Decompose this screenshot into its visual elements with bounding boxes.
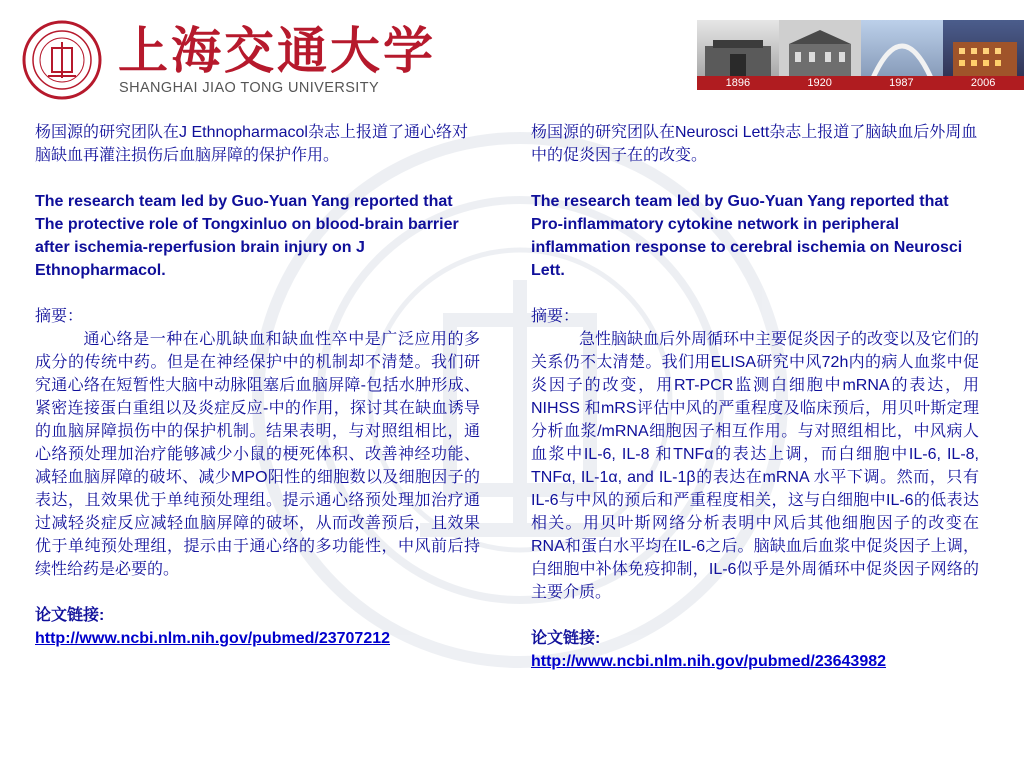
year-label: 1896 [725,77,751,89]
header [0,0,1024,108]
abstract-body [35,328,480,581]
year-label: 1920 [807,77,832,89]
abstract-label: 摘要： [531,308,580,325]
year-timeline [697,76,1024,90]
pubmed-link[interactable]: http://www.ncbi.nlm.nih.gov/pubmed/23707212 [35,630,391,647]
abstract-text: 急性脑缺血后外周循环中主要促炎因子的改变以及它们的关系仍不太清楚。我们用ELISA研究中风72h内的病人血浆中促炎因子的改变，用RT-PCR监测白细胞中mRNA的表达，用NIHSS 和mRS评估中风的严重程度及临床预后，用贝叶斯定理分析血浆/mRNA细胞因子相互作用。与对照组相比，中风病人血浆中IL-6, IL-8 和TNFα的表达上调，而白细胞中IL-6, IL-8, TNFα, IL-1α, and IL-1β的表达在mRNA 水平下调。然而，只有IL-6与中风的预后和严重程度相关，这与白细胞中IL-6的低表达相关。用贝叶斯网络分析表明中风后其他细胞因子的改变在RNA和蛋白水平均在IL-6之后。脑缺血后血浆中促炎因子上调，白细胞中补体免疫抑制，IL-6似乎是外周循环中促炎因子网络的主要介质。 [531,331,980,601]
year-label: 2006 [970,77,996,89]
university-seal-icon [22,20,102,100]
abstract-body [531,328,979,604]
abstract-label: 摘要： [35,308,84,325]
year-label: 1987 [889,77,914,89]
article-title-en: The research team led by Guo-Yuan Yang reported that Pro-inflammatory cytokine network in peripheral inflammation response to cerebral ischemia on Neurosci Lett. [531,193,963,279]
university-name-cn: 上海交通大学 [118,21,436,80]
right-article [531,121,979,673]
link-label: 论文链接: [531,630,601,647]
left-article [35,121,480,650]
article-title-cn: 杨国源的研究团队在J Ethnopharmacol杂志上报道了通心络对脑缺血再灌注损伤后血脑屏障的保护作用。 [35,124,468,164]
link-label: 论文链接: [35,607,105,624]
university-name-en: SHANGHAI JIAO TONG UNIVERSITY [119,80,380,96]
article-title-cn: 杨国源的研究团队在Neurosci Lett杂志上报道了脑缺血后外周血中的促炎因子在的改变。 [531,124,978,164]
abstract-text: 通心络是一种在心肌缺血和缺血性卒中是广泛应用的多成分的传统中药。但是在神经保护中的机制却不清楚。我们研究通心络在短暂性大脑中动脉阻塞后血脑屏障-包括水肿形成、紧密连接蛋白重组以及炎症反应-中的作用，探讨其在缺血诱导的血脑屏障损伤中的保护机制。结果表明，与对照组相比，通心络预处理加治疗能够减少小鼠的梗死体积、改善神经功能、减轻血脑屏障的破坏、减少MPO阳性的细胞数以及细胞因子的表达，且效果优于单纯预处理组。提示通心络预处理加治疗通过减轻炎症反应减轻血脑屏障的破坏，从而改善预后，且效果优于单纯预处理组，提示由于通心络的多功能性，中风前后持续性给药是必要的。 [35,331,480,578]
pubmed-link[interactable]: http://www.ncbi.nlm.nih.gov/pubmed/23643982 [531,653,887,670]
article-title-en: The research team led by Guo-Yuan Yang reported that The protective role of Tongxinluo on blood-brain barrier after ischemia-reperfusion brain injury on J Ethnopharmacol. [35,193,459,279]
